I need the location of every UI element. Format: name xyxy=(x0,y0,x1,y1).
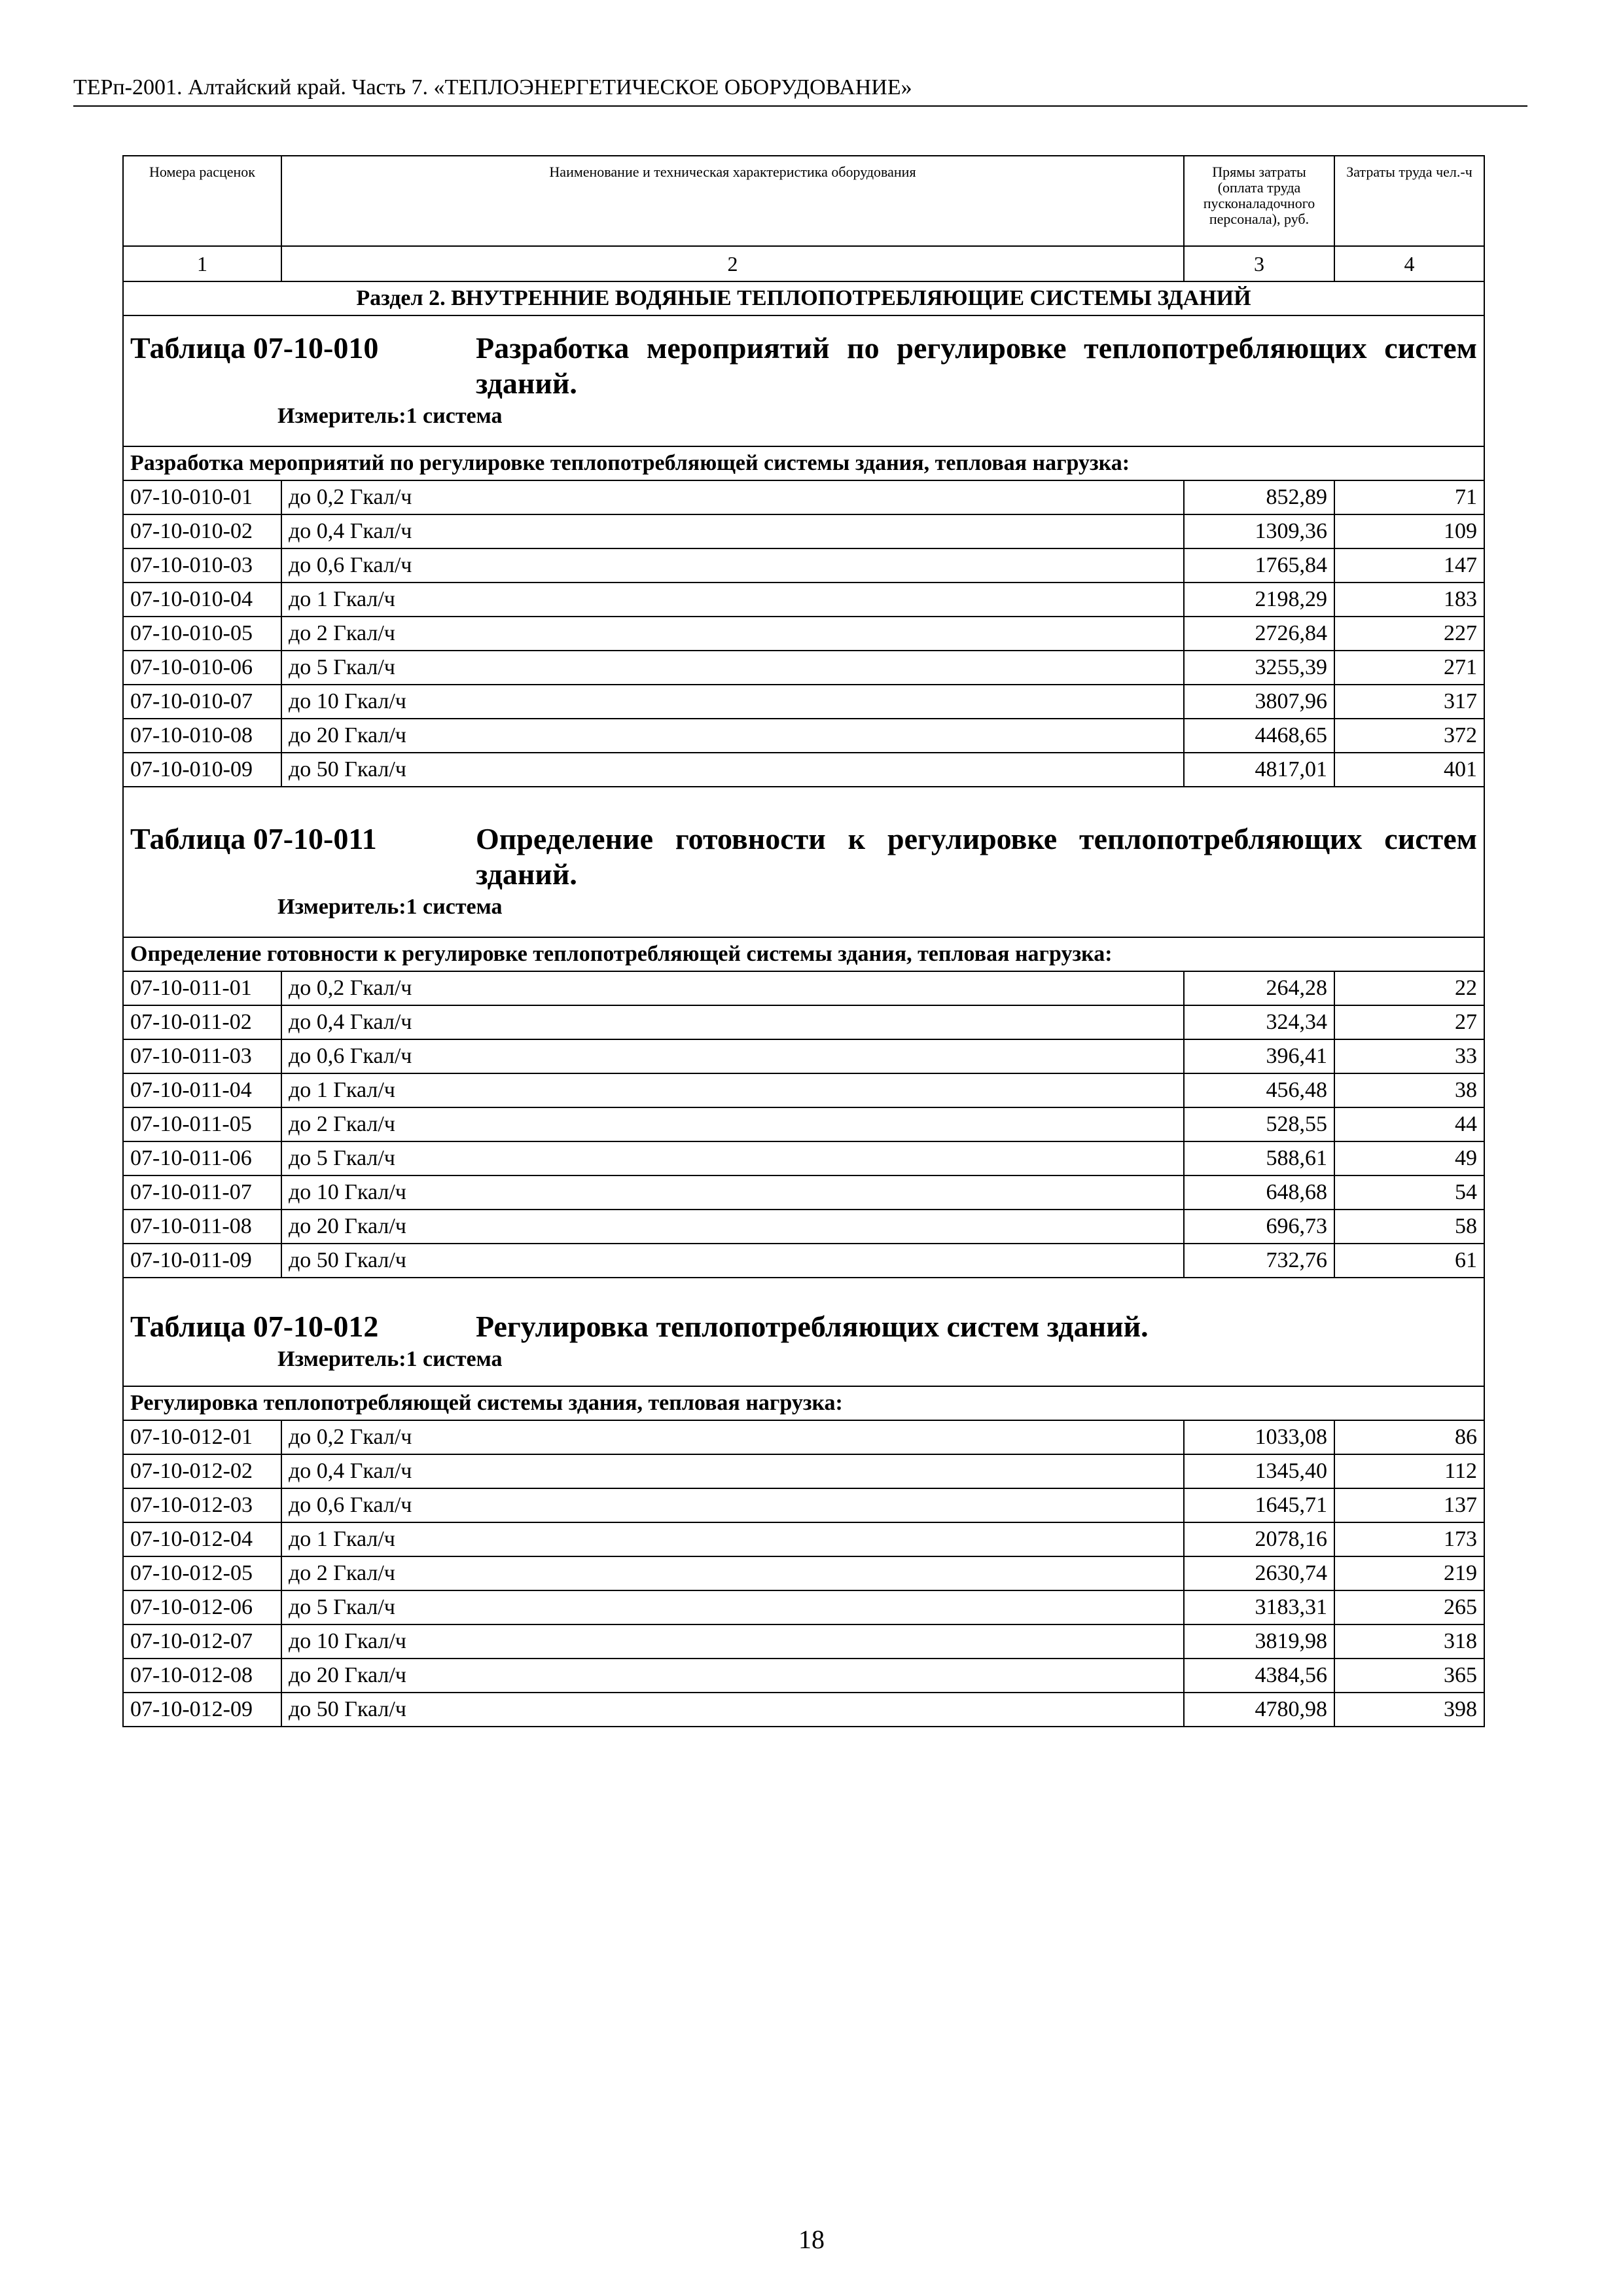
table-row xyxy=(123,1073,1484,1107)
table-subheader-row xyxy=(123,1386,1484,1420)
rate-code: 07-10-010-03 xyxy=(123,548,281,583)
rate-code: 07-10-010-09 xyxy=(123,753,281,787)
rate-name: до 0,6 Гкал/ч xyxy=(281,548,1184,583)
labor-cost: 137 xyxy=(1334,1488,1484,1522)
col-header-codes: Номера расценок xyxy=(123,156,281,246)
rate-code: 07-10-010-01 xyxy=(123,480,281,514)
rate-name: до 0,2 Гкал/ч xyxy=(281,971,1184,1005)
rate-code: 07-10-012-03 xyxy=(123,1488,281,1522)
table-measure: Измеритель:1 система xyxy=(277,895,503,919)
table-row xyxy=(123,1420,1484,1454)
labor-cost: 71 xyxy=(1334,480,1484,514)
rate-code: 07-10-011-09 xyxy=(123,1244,281,1278)
column-number: 3 xyxy=(1184,246,1334,281)
table-column-header-row xyxy=(123,156,1484,246)
direct-cost: 2726,84 xyxy=(1184,617,1334,651)
table-title-row xyxy=(123,315,1484,446)
rate-code: 07-10-012-06 xyxy=(123,1590,281,1624)
table-title-block xyxy=(123,315,1484,446)
labor-cost: 112 xyxy=(1334,1454,1484,1488)
rate-code: 07-10-012-08 xyxy=(123,1659,281,1693)
table-title: Разработка мероприятий по регулировке теплопотребляющих систем зданий. xyxy=(476,331,1477,400)
labor-cost: 58 xyxy=(1334,1210,1484,1244)
rate-code: 07-10-012-07 xyxy=(123,1624,281,1659)
direct-cost: 2630,74 xyxy=(1184,1556,1334,1590)
table-subheader-row xyxy=(123,446,1484,480)
rate-name: до 20 Гкал/ч xyxy=(281,1210,1184,1244)
direct-cost: 1765,84 xyxy=(1184,548,1334,583)
table-row xyxy=(123,1141,1484,1175)
rate-name: до 0,4 Гкал/ч xyxy=(281,1005,1184,1039)
direct-cost: 732,76 xyxy=(1184,1244,1334,1278)
rate-name: до 2 Гкал/ч xyxy=(281,617,1184,651)
table-row xyxy=(123,753,1484,787)
direct-cost: 396,41 xyxy=(1184,1039,1334,1073)
header-rule xyxy=(73,105,1527,107)
rate-code: 07-10-010-06 xyxy=(123,651,281,685)
rate-name: до 10 Гкал/ч xyxy=(281,685,1184,719)
table-row xyxy=(123,651,1484,685)
direct-cost: 324,34 xyxy=(1184,1005,1334,1039)
rate-code: 07-10-012-01 xyxy=(123,1420,281,1454)
table-row xyxy=(123,1210,1484,1244)
table-number: Таблица 07-10-011 xyxy=(130,822,377,855)
labor-cost: 318 xyxy=(1334,1624,1484,1659)
column-number: 4 xyxy=(1334,246,1484,281)
table-row xyxy=(123,583,1484,617)
table-row xyxy=(123,1107,1484,1141)
labor-cost: 49 xyxy=(1334,1141,1484,1175)
col-header-name: Наименование и техническая характеристика оборудования xyxy=(281,156,1184,246)
table-row xyxy=(123,617,1484,651)
rate-name: до 2 Гкал/ч xyxy=(281,1556,1184,1590)
table-title-row xyxy=(123,787,1484,937)
direct-cost: 3183,31 xyxy=(1184,1590,1334,1624)
labor-cost: 265 xyxy=(1334,1590,1484,1624)
rate-name: до 1 Гкал/ч xyxy=(281,1522,1184,1556)
direct-cost: 1033,08 xyxy=(1184,1420,1334,1454)
rate-code: 07-10-011-04 xyxy=(123,1073,281,1107)
rate-name: до 10 Гкал/ч xyxy=(281,1175,1184,1210)
direct-cost: 4468,65 xyxy=(1184,719,1334,753)
labor-cost: 147 xyxy=(1334,548,1484,583)
labor-cost: 109 xyxy=(1334,514,1484,548)
labor-cost: 27 xyxy=(1334,1005,1484,1039)
rate-name: до 50 Гкал/ч xyxy=(281,1244,1184,1278)
direct-cost: 1309,36 xyxy=(1184,514,1334,548)
table-title-block xyxy=(123,787,1484,937)
table-row xyxy=(123,1556,1484,1590)
rate-code: 07-10-010-05 xyxy=(123,617,281,651)
table-row xyxy=(123,685,1484,719)
table-subheader: Определение готовности к регулировке теплопотребляющей системы здания, тепловая нагрузка: xyxy=(123,937,1484,971)
direct-cost: 4780,98 xyxy=(1184,1693,1334,1727)
rate-code: 07-10-011-07 xyxy=(123,1175,281,1210)
table-measure: Измеритель:1 система xyxy=(277,404,503,428)
table-row xyxy=(123,1624,1484,1659)
running-header: ТЕРп-2001. Алтайский край. Часть 7. «ТЕПЛОЭНЕРГЕТИЧЕСКОЕ ОБОРУДОВАНИЕ» xyxy=(73,75,912,99)
table-row xyxy=(123,971,1484,1005)
rate-code: 07-10-011-08 xyxy=(123,1210,281,1244)
direct-cost: 4817,01 xyxy=(1184,753,1334,787)
column-number: 2 xyxy=(281,246,1184,281)
direct-cost: 648,68 xyxy=(1184,1175,1334,1210)
direct-cost: 2198,29 xyxy=(1184,583,1334,617)
rate-name: до 5 Гкал/ч xyxy=(281,1141,1184,1175)
labor-cost: 22 xyxy=(1334,971,1484,1005)
table-title-block xyxy=(123,1278,1484,1386)
labor-cost: 54 xyxy=(1334,1175,1484,1210)
rate-name: до 50 Гкал/ч xyxy=(281,753,1184,787)
table-row xyxy=(123,1590,1484,1624)
labor-cost: 227 xyxy=(1334,617,1484,651)
table-row xyxy=(123,1244,1484,1278)
table-subheader: Регулировка теплопотребляющей системы здания, тепловая нагрузка: xyxy=(123,1386,1484,1420)
rate-name: до 0,2 Гкал/ч xyxy=(281,480,1184,514)
table-subheader: Разработка мероприятий по регулировке теплопотребляющей системы здания, тепловая нагрузка: xyxy=(123,446,1484,480)
labor-cost: 86 xyxy=(1334,1420,1484,1454)
labor-cost: 61 xyxy=(1334,1244,1484,1278)
table-row xyxy=(123,1693,1484,1727)
col-header-labor: Затраты труда чел.-ч xyxy=(1334,156,1484,246)
labor-cost: 219 xyxy=(1334,1556,1484,1590)
rate-name: до 0,6 Гкал/ч xyxy=(281,1488,1184,1522)
table-subheader-row xyxy=(123,937,1484,971)
labor-cost: 401 xyxy=(1334,753,1484,787)
rate-name: до 20 Гкал/ч xyxy=(281,1659,1184,1693)
rate-code: 07-10-010-04 xyxy=(123,583,281,617)
rate-name: до 0,2 Гкал/ч xyxy=(281,1420,1184,1454)
direct-cost: 3807,96 xyxy=(1184,685,1334,719)
rate-code: 07-10-011-06 xyxy=(123,1141,281,1175)
rate-code: 07-10-012-09 xyxy=(123,1693,281,1727)
rate-name: до 5 Гкал/ч xyxy=(281,651,1184,685)
rate-code: 07-10-012-05 xyxy=(123,1556,281,1590)
table-measure: Измеритель:1 система xyxy=(277,1347,503,1371)
rate-name: до 5 Гкал/ч xyxy=(281,1590,1184,1624)
page-number: 18 xyxy=(798,2225,825,2254)
rate-name: до 0,4 Гкал/ч xyxy=(281,1454,1184,1488)
direct-cost: 2078,16 xyxy=(1184,1522,1334,1556)
rate-name: до 0,6 Гкал/ч xyxy=(281,1039,1184,1073)
rate-name: до 50 Гкал/ч xyxy=(281,1693,1184,1727)
rate-code: 07-10-011-02 xyxy=(123,1005,281,1039)
direct-cost: 3819,98 xyxy=(1184,1624,1334,1659)
rate-name: до 10 Гкал/ч xyxy=(281,1624,1184,1659)
table-number: Таблица 07-10-012 xyxy=(130,1310,379,1343)
rate-code: 07-10-012-02 xyxy=(123,1454,281,1488)
labor-cost: 33 xyxy=(1334,1039,1484,1073)
direct-cost: 1345,40 xyxy=(1184,1454,1334,1488)
table-title: Регулировка теплопотребляющих систем зданий. xyxy=(476,1310,1149,1343)
table-row xyxy=(123,514,1484,548)
labor-cost: 317 xyxy=(1334,685,1484,719)
direct-cost: 4384,56 xyxy=(1184,1659,1334,1693)
rates-table xyxy=(122,155,1485,1727)
rate-name: до 20 Гкал/ч xyxy=(281,719,1184,753)
direct-cost: 588,61 xyxy=(1184,1141,1334,1175)
rate-name: до 0,4 Гкал/ч xyxy=(281,514,1184,548)
table-number: Таблица 07-10-010 xyxy=(130,331,379,365)
rate-name: до 1 Гкал/ч xyxy=(281,583,1184,617)
col-header-cost: Прямы затраты (оплата труда пусконаладочного персонала), руб. xyxy=(1184,156,1334,246)
table-row xyxy=(123,480,1484,514)
section-row xyxy=(123,281,1484,315)
labor-cost: 38 xyxy=(1334,1073,1484,1107)
rate-name: до 1 Гкал/ч xyxy=(281,1073,1184,1107)
direct-cost: 264,28 xyxy=(1184,971,1334,1005)
labor-cost: 44 xyxy=(1334,1107,1484,1141)
table-row xyxy=(123,1488,1484,1522)
rate-code: 07-10-012-04 xyxy=(123,1522,281,1556)
direct-cost: 456,48 xyxy=(1184,1073,1334,1107)
column-number-row xyxy=(123,246,1484,281)
table-row xyxy=(123,548,1484,583)
labor-cost: 372 xyxy=(1334,719,1484,753)
table-row xyxy=(123,1659,1484,1693)
rate-code: 07-10-010-08 xyxy=(123,719,281,753)
section-title: Раздел 2. ВНУТРЕННИЕ ВОДЯНЫЕ ТЕПЛОПОТРЕБЛЯЮЩИЕ СИСТЕМЫ ЗДАНИЙ xyxy=(123,281,1484,315)
direct-cost: 696,73 xyxy=(1184,1210,1334,1244)
table-row xyxy=(123,719,1484,753)
table-row xyxy=(123,1454,1484,1488)
labor-cost: 365 xyxy=(1334,1659,1484,1693)
labor-cost: 183 xyxy=(1334,583,1484,617)
table-title: Определение готовности к регулировке теплопотребляющих систем зданий. xyxy=(476,822,1477,891)
labor-cost: 398 xyxy=(1334,1693,1484,1727)
direct-cost: 852,89 xyxy=(1184,480,1334,514)
rate-code: 07-10-011-05 xyxy=(123,1107,281,1141)
table-row xyxy=(123,1522,1484,1556)
direct-cost: 528,55 xyxy=(1184,1107,1334,1141)
table-heading xyxy=(130,821,1477,892)
direct-cost: 1645,71 xyxy=(1184,1488,1334,1522)
table-heading xyxy=(130,331,1477,401)
table-row xyxy=(123,1005,1484,1039)
rate-code: 07-10-010-02 xyxy=(123,514,281,548)
table-title-row xyxy=(123,1278,1484,1386)
table-row xyxy=(123,1175,1484,1210)
column-number: 1 xyxy=(123,246,281,281)
labor-cost: 173 xyxy=(1334,1522,1484,1556)
direct-cost: 3255,39 xyxy=(1184,651,1334,685)
table-row xyxy=(123,1039,1484,1073)
rate-code: 07-10-011-03 xyxy=(123,1039,281,1073)
rate-name: до 2 Гкал/ч xyxy=(281,1107,1184,1141)
table-heading xyxy=(130,1309,1477,1344)
rate-code: 07-10-010-07 xyxy=(123,685,281,719)
rate-code: 07-10-011-01 xyxy=(123,971,281,1005)
labor-cost: 271 xyxy=(1334,651,1484,685)
